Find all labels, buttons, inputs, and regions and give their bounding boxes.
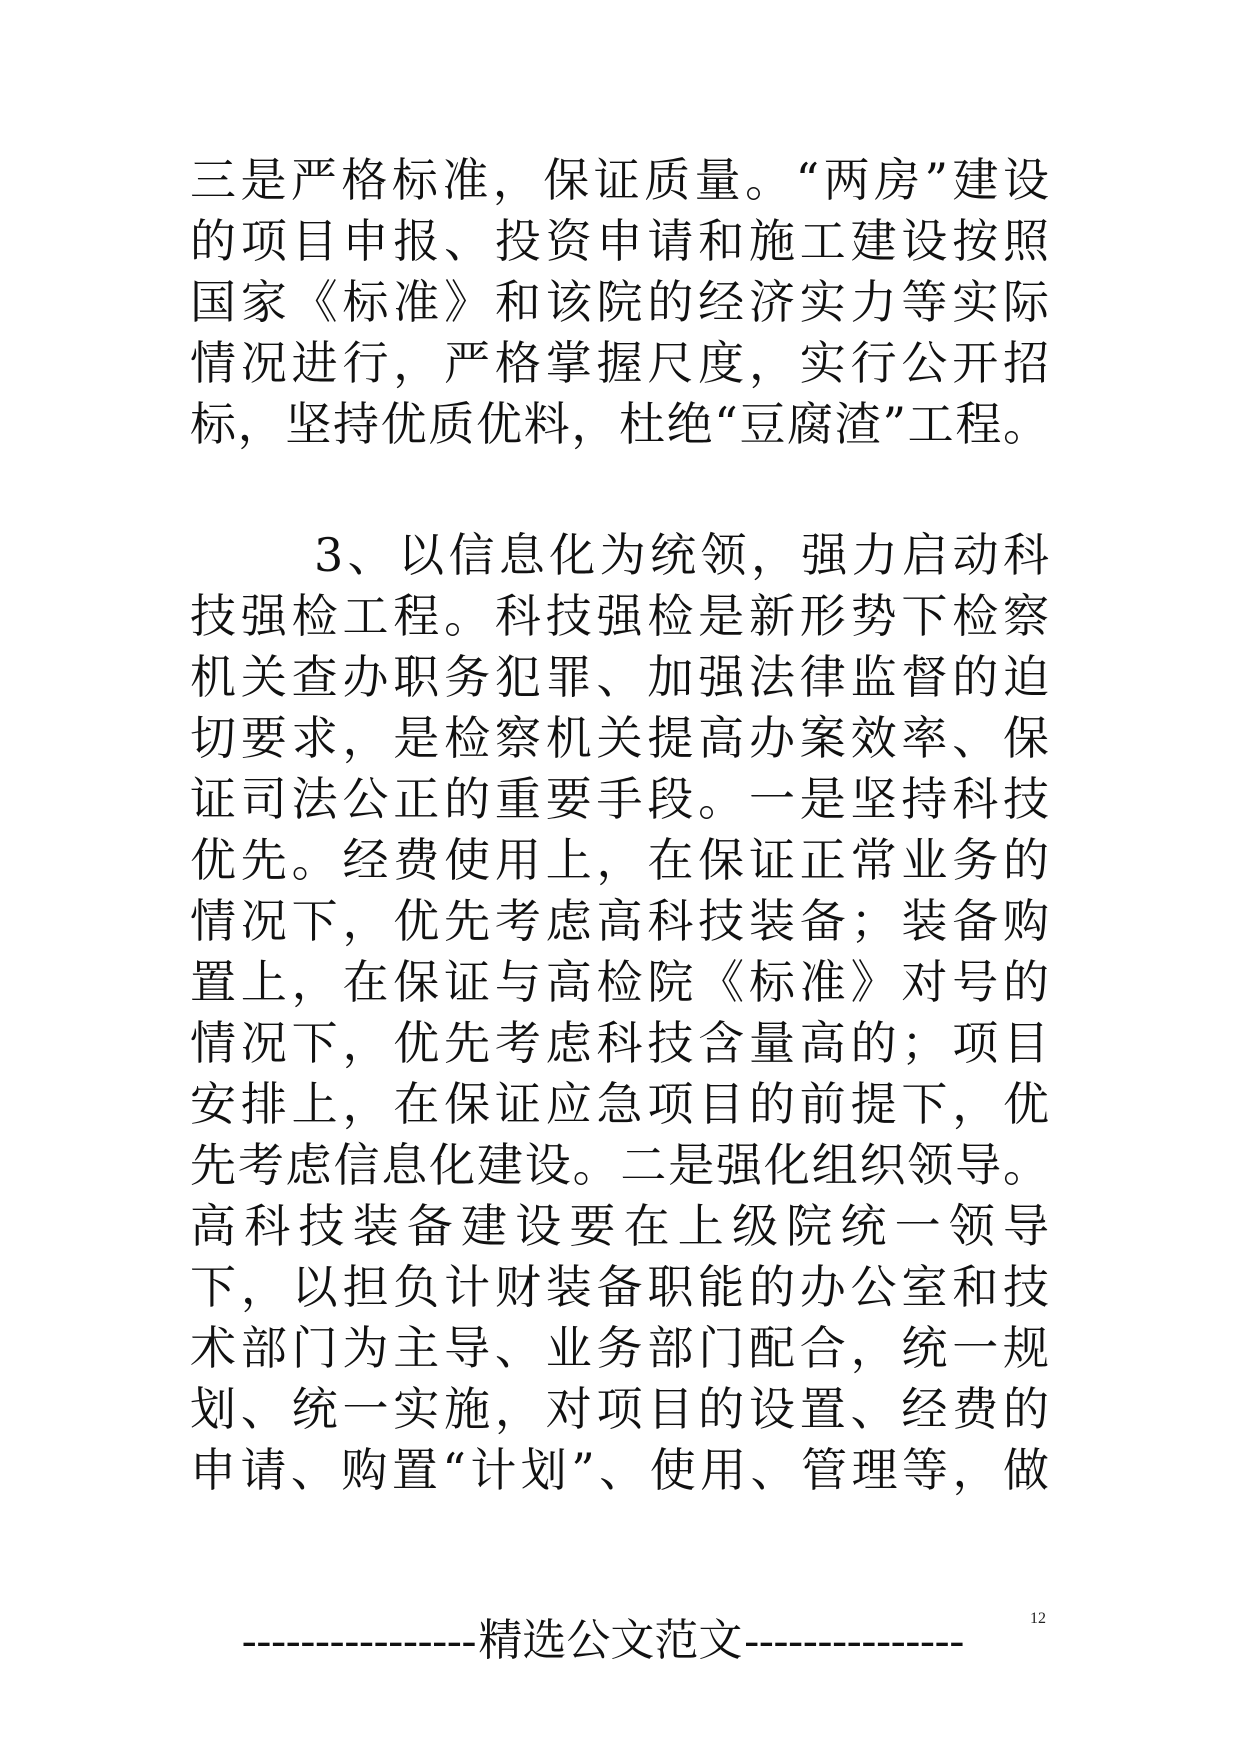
text-line: 术部门为主导、业务部门配合，统一规 <box>190 1321 1050 1375</box>
footer-dashes-right: --------------- <box>744 1616 965 1665</box>
page-number: 12 <box>1030 1610 1046 1627</box>
text-line: 情况下，优先考虑科技含量高的；项目 <box>190 1016 1050 1070</box>
text-line: 高科技装备建设要在上级院统一领导 <box>190 1199 1050 1253</box>
footer-dashes-left: ---------------- <box>241 1616 477 1665</box>
text-line: 先考虑信息化建设。二是强化组织领导。 <box>190 1138 1050 1192</box>
paragraph-gap <box>190 455 1050 525</box>
text-line: 证司法公正的重要手段。一是坚持科技 <box>190 772 1050 826</box>
text-line: 的项目申报、投资申请和施工建设按照 <box>190 214 1050 268</box>
paragraph-quality-standards <box>190 150 1050 455</box>
footer-banner <box>188 1612 1018 1670</box>
text-line: 国家《标准》和该院的经济实力等实际 <box>190 275 1050 329</box>
body-text <box>190 150 1050 1501</box>
text-line: 机关查办职务犯罪、加强法律监督的迫 <box>190 650 1050 704</box>
text-line: 下，以担负计财装备职能的办公室和技 <box>190 1260 1050 1314</box>
text-line: 情况下，优先考虑高科技装备；装备购 <box>190 894 1050 948</box>
footer-label: 精选公文范文 <box>478 1615 743 1666</box>
paragraph-technology-project <box>190 525 1050 1501</box>
text-line: 安排上，在保证应急项目的前提下，优 <box>190 1077 1050 1131</box>
text-line: 优先。经费使用上，在保证正常业务的 <box>190 833 1050 887</box>
text-line: 置上，在保证与高检院《标准》对号的 <box>190 955 1050 1009</box>
text-line: 标，坚持优质优料，杜绝“豆腐渣”工程。 <box>190 397 1050 451</box>
text-line: 情况进行，严格掌握尺度，实行公开招 <box>190 336 1050 390</box>
text-line: 划、统一实施，对项目的设置、经费的 <box>190 1382 1050 1436</box>
text-line: 技强检工程。科技强检是新形势下检察 <box>190 589 1050 643</box>
text-line: 申请、购置“计划”、使用、管理等，做 <box>190 1443 1050 1497</box>
text-line: 切要求，是检察机关提高办案效率、保 <box>190 711 1050 765</box>
text-line: 三是严格标准，保证质量。“两房”建设 <box>190 153 1050 207</box>
text-line: 3、以信息化为统领，强力启动科 <box>314 528 1050 582</box>
